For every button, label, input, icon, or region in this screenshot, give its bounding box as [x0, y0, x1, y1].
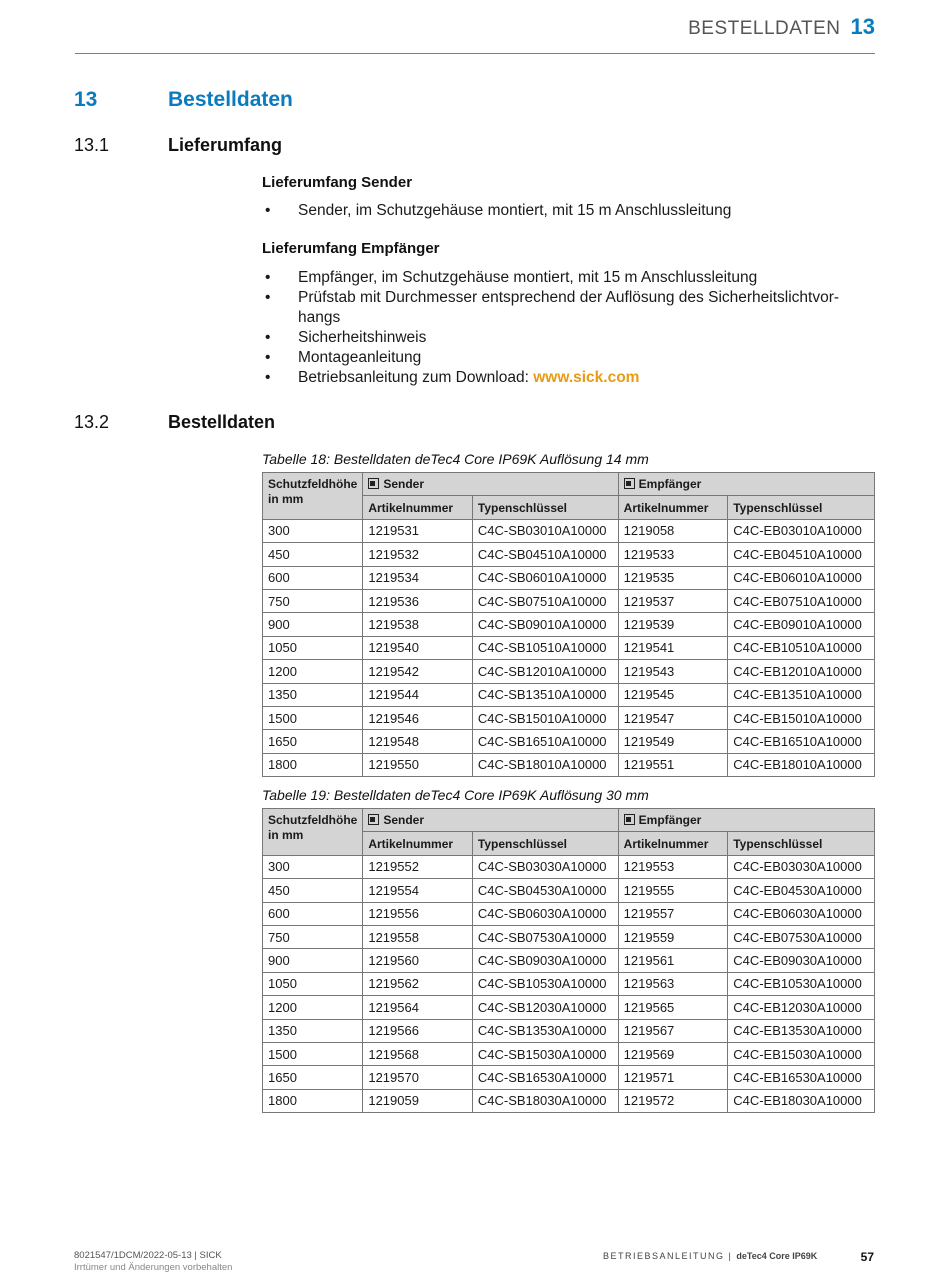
- table-cell: 1219537: [618, 589, 728, 612]
- list-item-line: Prüfstab mit Durchmesser entsprechend der Auflösung des Sicherheitslichtvor-: [298, 289, 840, 306]
- list-item-line: hangs: [298, 309, 341, 326]
- table-cell: 1800: [263, 1089, 363, 1112]
- table-row: [263, 683, 875, 706]
- header-article: Artikelnummer: [363, 832, 473, 855]
- heading-13-1: [74, 135, 282, 156]
- table-cell: C4C-EB09030A10000: [728, 949, 875, 972]
- table-cell: C4C-SB04530A10000: [472, 879, 618, 902]
- table-cell: C4C-SB13530A10000: [472, 1019, 618, 1042]
- table-cell: 1219531: [363, 519, 473, 542]
- sender-scope-heading: Lieferumfang Sender: [262, 174, 413, 191]
- header-sender: Sender: [363, 809, 618, 832]
- table-row: [263, 972, 875, 995]
- table-row: [263, 519, 875, 542]
- table-cell: C4C-SB18030A10000: [472, 1089, 618, 1112]
- table-cell: 1219534: [363, 566, 473, 589]
- table-cell: 1219570: [363, 1066, 473, 1089]
- header-article: Artikelnummer: [618, 496, 728, 519]
- table-cell: C4C-SB06010A10000: [472, 566, 618, 589]
- table-cell: C4C-SB07530A10000: [472, 925, 618, 948]
- table-cell: 1200: [263, 660, 363, 683]
- table-row: [263, 706, 875, 729]
- table-row: [263, 1019, 875, 1042]
- table-18: [262, 472, 875, 777]
- sender-scope-list: [262, 201, 862, 221]
- table-cell: C4C-EB18010A10000: [728, 753, 875, 776]
- table-cell: 1500: [263, 1042, 363, 1065]
- table-cell: 1219561: [618, 949, 728, 972]
- table-cell: 1219566: [363, 1019, 473, 1042]
- heading-13-2: [74, 412, 275, 433]
- table-cell: 1219556: [363, 902, 473, 925]
- table-19-caption: Tabelle 19: Bestelldaten deTec4 Core IP69K Auflösung 30 mm: [262, 787, 649, 803]
- table-cell: 750: [263, 925, 363, 948]
- header-receiver: Empfänger: [618, 473, 874, 496]
- footer-right: [603, 1251, 817, 1261]
- table-cell: C4C-EB15010A10000: [728, 706, 875, 729]
- table-row: [263, 636, 875, 659]
- download-text: Betriebsanleitung zum Download:: [298, 369, 534, 386]
- table-cell: C4C-EB04530A10000: [728, 879, 875, 902]
- table-cell: C4C-SB15030A10000: [472, 1042, 618, 1065]
- header-height: Schutzfeldhöhe in mm: [263, 473, 363, 520]
- list-item: • Montageanleitung: [262, 348, 862, 368]
- table-cell: 1219565: [618, 996, 728, 1019]
- table-cell: 1219569: [618, 1042, 728, 1065]
- header-height: Schutzfeldhöhe in mm: [263, 809, 363, 856]
- table-row: [263, 730, 875, 753]
- table-cell: 1219550: [363, 753, 473, 776]
- table-cell: 1219541: [618, 636, 728, 659]
- table-cell: C4C-SB16530A10000: [472, 1066, 618, 1089]
- table-cell: C4C-EB07510A10000: [728, 589, 875, 612]
- table-cell: C4C-EB07530A10000: [728, 925, 875, 948]
- footer-disclaimer: Irrtümer und Änderungen vorbehalten: [74, 1262, 233, 1273]
- table-cell: C4C-SB09010A10000: [472, 613, 618, 636]
- header-type: Typenschlüssel: [728, 496, 875, 519]
- table-cell: C4C-SB10510A10000: [472, 636, 618, 659]
- table-cell: C4C-SB12010A10000: [472, 660, 618, 683]
- table-cell: C4C-EB12030A10000: [728, 996, 875, 1019]
- table-cell: 1219536: [363, 589, 473, 612]
- table-cell: 1219562: [363, 972, 473, 995]
- receiver-icon: [624, 478, 635, 489]
- table-cell: C4C-SB04510A10000: [472, 543, 618, 566]
- table-row: [263, 1089, 875, 1112]
- table-cell: 1219533: [618, 543, 728, 566]
- table-cell: C4C-SB03010A10000: [472, 519, 618, 542]
- table-row: [263, 613, 875, 636]
- table-cell: 1219559: [618, 925, 728, 948]
- header-type: Typenschlüssel: [472, 832, 618, 855]
- header-article: Artikelnummer: [363, 496, 473, 519]
- header-receiver: Empfänger: [618, 809, 874, 832]
- table-cell: 1219545: [618, 683, 728, 706]
- heading-13-1-title: Lieferumfang: [168, 135, 283, 155]
- receiver-scope-heading: Lieferumfang Empfänger: [262, 240, 440, 257]
- header-sender: Sender: [363, 473, 618, 496]
- table-cell: 1219058: [618, 519, 728, 542]
- footer-left: [74, 1250, 232, 1274]
- table-cell: 1219532: [363, 543, 473, 566]
- table-cell: 900: [263, 613, 363, 636]
- header-type: Typenschlüssel: [472, 496, 618, 519]
- table-row: [263, 879, 875, 902]
- heading-1: [74, 88, 293, 112]
- table-row: [263, 902, 875, 925]
- table-cell: 1219535: [618, 566, 728, 589]
- list-item: [262, 288, 862, 328]
- footer-product: deTec4 Core IP69K: [736, 1251, 818, 1261]
- table-cell: 1219540: [363, 636, 473, 659]
- table-cell: C4C-EB04510A10000: [728, 543, 875, 566]
- table-cell: C4C-EB15030A10000: [728, 1042, 875, 1065]
- table-cell: 1200: [263, 996, 363, 1019]
- page-number: 57: [860, 1250, 874, 1264]
- table-cell: 900: [263, 949, 363, 972]
- page-header: [75, 14, 875, 54]
- table-cell: 600: [263, 566, 363, 589]
- table-cell: C4C-EB06010A10000: [728, 566, 875, 589]
- list-item: • Sender, im Schutzgehäuse montiert, mit 15 m Anschlussleitung: [262, 201, 862, 221]
- list-item: • Empfänger, im Schutzgehäuse montiert, mit 15 m Anschlussleitung: [262, 268, 862, 288]
- table-cell: 300: [263, 855, 363, 878]
- table-cell: C4C-SB03030A10000: [472, 855, 618, 878]
- table-cell: C4C-SB12030A10000: [472, 996, 618, 1019]
- table-cell: 450: [263, 543, 363, 566]
- table-cell: 1219563: [618, 972, 728, 995]
- table-cell: C4C-EB09010A10000: [728, 613, 875, 636]
- table-cell: 1219554: [363, 879, 473, 902]
- table-cell: 1219539: [618, 613, 728, 636]
- table-cell: 1219557: [618, 902, 728, 925]
- table-cell: 1219567: [618, 1019, 728, 1042]
- table-cell: 1219546: [363, 706, 473, 729]
- table-cell: 1219547: [618, 706, 728, 729]
- list-item: [262, 368, 862, 388]
- table-18-caption: Tabelle 18: Bestelldaten deTec4 Core IP69K Auflösung 14 mm: [262, 451, 649, 467]
- table-cell: 1219551: [618, 753, 728, 776]
- heading-1-number: 13: [74, 88, 98, 111]
- table-cell: 1050: [263, 972, 363, 995]
- table-row: [263, 660, 875, 683]
- table-cell: 1219572: [618, 1089, 728, 1112]
- table-row: [263, 925, 875, 948]
- header-article: Artikelnummer: [618, 832, 728, 855]
- receiver-scope-list: [262, 268, 862, 388]
- table-cell: 1350: [263, 1019, 363, 1042]
- table-cell: 600: [263, 902, 363, 925]
- table-row: [263, 543, 875, 566]
- table-cell: 1219544: [363, 683, 473, 706]
- table-cell: 1050: [263, 636, 363, 659]
- table-cell: 1219538: [363, 613, 473, 636]
- table-cell: 1650: [263, 730, 363, 753]
- table-row: [263, 753, 875, 776]
- table-cell: 1219568: [363, 1042, 473, 1065]
- table-cell: 1219558: [363, 925, 473, 948]
- table-cell: 1219571: [618, 1066, 728, 1089]
- table-cell: C4C-EB03030A10000: [728, 855, 875, 878]
- table-cell: C4C-EB10530A10000: [728, 972, 875, 995]
- table-cell: 1219542: [363, 660, 473, 683]
- table-cell: 1219059: [363, 1089, 473, 1112]
- footer-doc-id: 8021547/1DCM/2022-05-13 | SICK: [74, 1250, 222, 1261]
- table-cell: 1219552: [363, 855, 473, 878]
- table-cell: 1219564: [363, 996, 473, 1019]
- table-cell: 1219560: [363, 949, 473, 972]
- heading-13-1-number: 13.1: [74, 135, 110, 155]
- table-cell: C4C-EB10510A10000: [728, 636, 875, 659]
- table-cell: 1219548: [363, 730, 473, 753]
- table-cell: C4C-SB13510A10000: [472, 683, 618, 706]
- chapter-title: BESTELLDATEN: [688, 18, 841, 39]
- table-row: [263, 566, 875, 589]
- table-row: [263, 855, 875, 878]
- receiver-icon: [624, 814, 635, 825]
- table-cell: 1219549: [618, 730, 728, 753]
- table-cell: 750: [263, 589, 363, 612]
- table-cell: C4C-EB16530A10000: [728, 1066, 875, 1089]
- sender-icon: [368, 478, 379, 489]
- table-cell: C4C-SB06030A10000: [472, 902, 618, 925]
- sender-icon: [368, 814, 379, 825]
- table-row: [263, 1066, 875, 1089]
- header-type: Typenschlüssel: [728, 832, 875, 855]
- table-cell: C4C-EB16510A10000: [728, 730, 875, 753]
- table-cell: C4C-SB07510A10000: [472, 589, 618, 612]
- heading-1-title: Bestelldaten: [168, 88, 293, 111]
- table-row: [263, 589, 875, 612]
- table-cell: 1800: [263, 753, 363, 776]
- table-cell: C4C-SB09030A10000: [472, 949, 618, 972]
- heading-13-2-title: Bestelldaten: [168, 412, 276, 432]
- table-cell: C4C-SB10530A10000: [472, 972, 618, 995]
- table-cell: C4C-EB13530A10000: [728, 1019, 875, 1042]
- table-cell: 1219553: [618, 855, 728, 878]
- table-row: [263, 949, 875, 972]
- table-cell: C4C-SB15010A10000: [472, 706, 618, 729]
- table-cell: 450: [263, 879, 363, 902]
- table-row: [263, 996, 875, 1019]
- heading-13-2-number: 13.2: [74, 412, 110, 432]
- table-cell: C4C-SB16510A10000: [472, 730, 618, 753]
- table-cell: C4C-EB06030A10000: [728, 902, 875, 925]
- list-item: • Sicherheitshinweis: [262, 328, 862, 348]
- table-row: [263, 1042, 875, 1065]
- table-cell: 1650: [263, 1066, 363, 1089]
- footer-doc-type: BETRIEBSANLEITUNG |: [603, 1251, 737, 1261]
- table-cell: 1219555: [618, 879, 728, 902]
- table-cell: 300: [263, 519, 363, 542]
- table-cell: C4C-EB12010A10000: [728, 660, 875, 683]
- table-cell: 1350: [263, 683, 363, 706]
- chapter-number: 13: [850, 14, 875, 39]
- table-cell: C4C-EB18030A10000: [728, 1089, 875, 1112]
- table-cell: C4C-SB18010A10000: [472, 753, 618, 776]
- table-cell: C4C-EB03010A10000: [728, 519, 875, 542]
- download-link[interactable]: www.sick.com: [533, 369, 640, 386]
- table-cell: C4C-EB13510A10000: [728, 683, 875, 706]
- table-cell: 1219543: [618, 660, 728, 683]
- table-19: [262, 808, 875, 1113]
- table-cell: 1500: [263, 706, 363, 729]
